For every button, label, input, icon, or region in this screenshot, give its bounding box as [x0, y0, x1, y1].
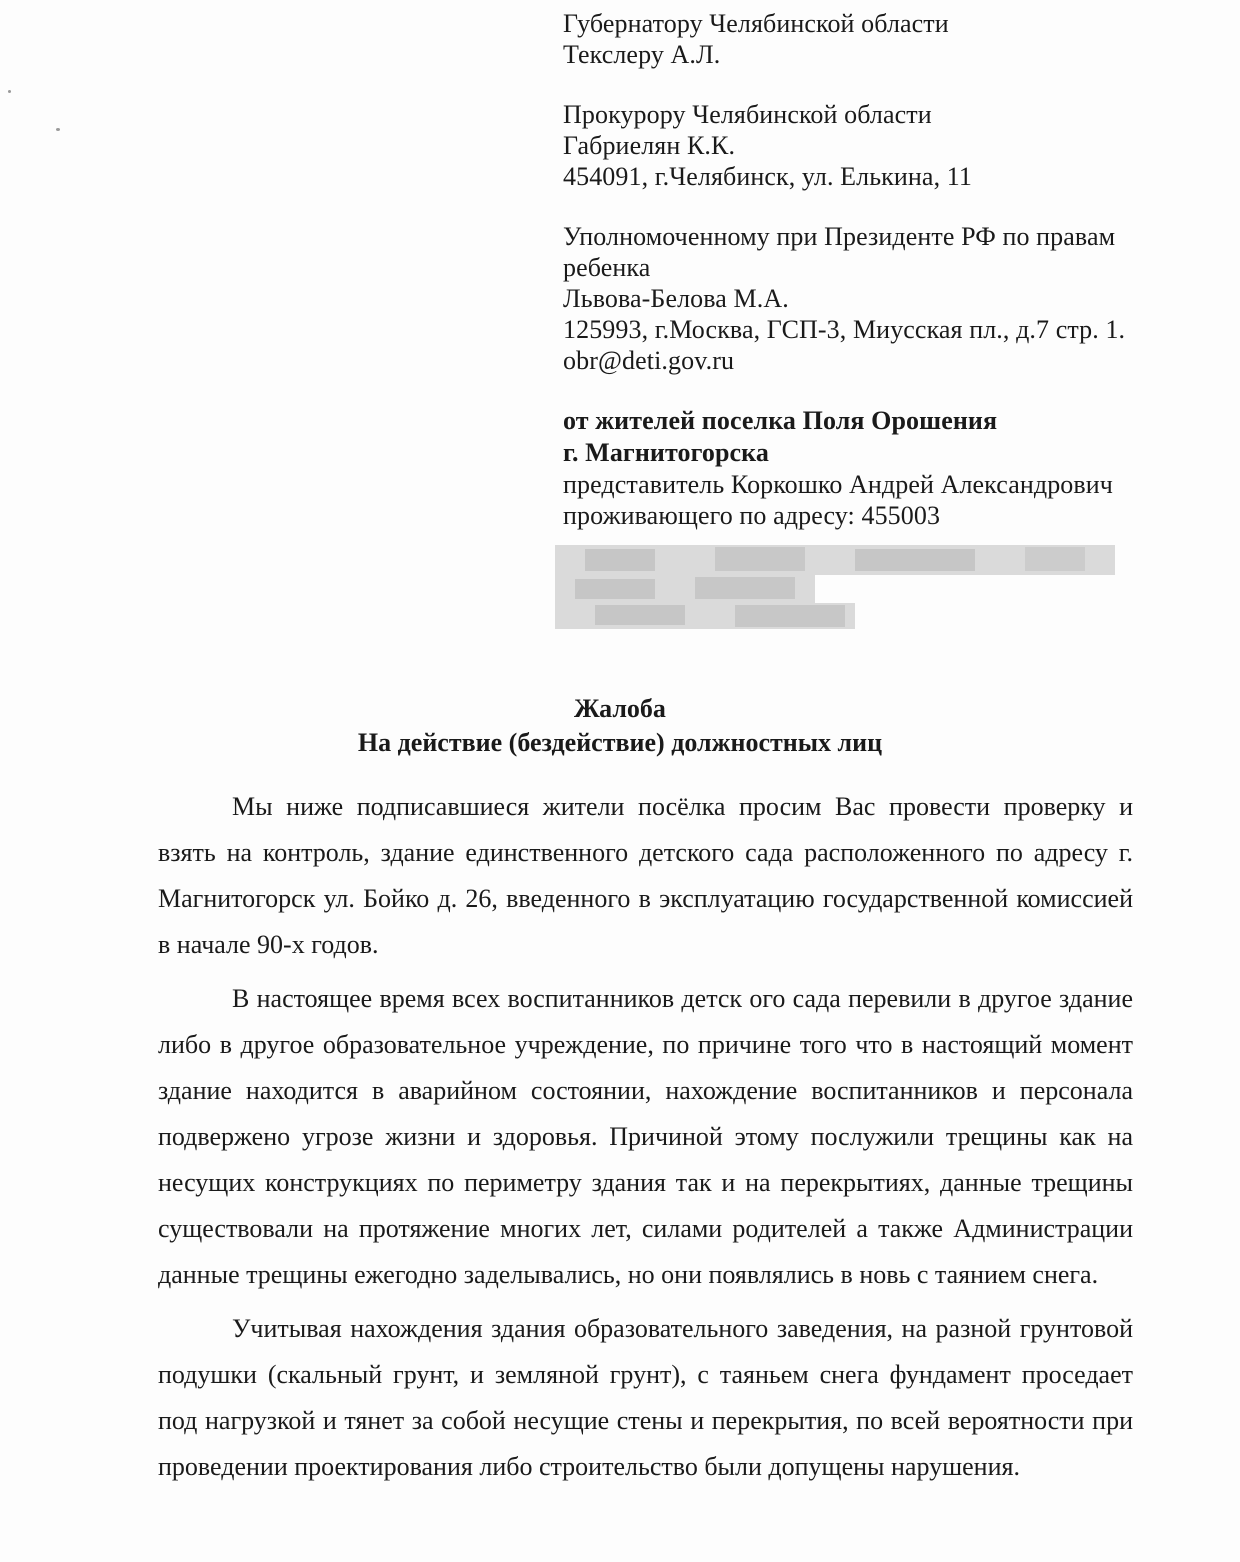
addressee-line: 454091, г.Челябинск, ул. Елькина, 11 [563, 162, 973, 191]
addressee-line: obr@deti.gov.ru [563, 346, 735, 375]
complaint-heading [0, 692, 1240, 760]
body-paragraph: Мы ниже подписавшиеся жители посёлка просим Вас провести проверку и взять на контроль, здание единственного детского сада расположенного по адресу г. Магнитогорск ул. Бойко д. 26, введенного в эксплуатацию государственной комиссией в начале 90-х годов. [158, 792, 1133, 959]
redacted-address-mosaic [555, 545, 1120, 630]
scan-speck [8, 90, 11, 93]
addressee-line: ребенка [563, 253, 651, 282]
addressee-line: Львова-Белова М.А. [563, 284, 789, 313]
addressee-line: Габриелян К.К. [563, 131, 736, 160]
scan-speck [56, 128, 60, 131]
sender-title: от жителей поселка Поля Орошения [563, 406, 998, 435]
body-paragraph: В настоящее время всех воспитанников детск ого сада перевили в другое здание либо в другое образовательное учреждение, по причине того что в настоящий момент здание находится в аварийном состоянии, нахождение воспитанников и персонала подвержено угрозе жизни и здоровья. Причиной этому послужили трещины как на несущих конструкциях по периметру здания так и на перекрытиях, данные трещины существовали на протяжение многих лет, силами родителей а также Администрации данные трещины ежегодно заделывались, но они появлялись в новь с таянием снега. [158, 984, 1133, 1289]
addressee-line: Губернатору Челябинской области [563, 9, 949, 38]
body-paragraph: Учитывая нахождения здания образовательного заведения, на разной грунтовой подушки (скальный грунт, и земляной грунт), с таяньем снега фундамент проседает под нагрузкой и тянет за собой несущие стены и перекрытия, по всей вероятности при проведении проектирования либо строительство были допущены нарушения. [158, 1314, 1133, 1481]
addressee-ombudsman [563, 221, 1203, 376]
addressee-prosecutor [563, 99, 1203, 192]
addressee-line: Текслеру А.Л. [563, 40, 721, 69]
complaint-subtitle: На действие (бездействие) должностных лиц [357, 728, 883, 757]
sender-city: г. Магнитогорска [563, 438, 769, 467]
addressee-governor [563, 8, 1203, 70]
sender-block [563, 405, 1203, 531]
addressee-block [563, 8, 1203, 560]
complaint-title: Жалоба [574, 694, 666, 723]
addressee-line: Прокурору Челябинской области [563, 100, 932, 129]
addressee-line: 125993, г.Москва, ГСП-3, Миусская пл., д.7 стр. 1. [563, 315, 1126, 344]
sender-representative: представитель Коркошко Андрей Александрович [563, 470, 1113, 499]
complaint-body [158, 784, 1133, 1498]
sender-address: проживающего по адресу: 455003 [563, 501, 941, 530]
addressee-line: Уполномоченному при Президенте РФ по правам [563, 222, 1116, 251]
